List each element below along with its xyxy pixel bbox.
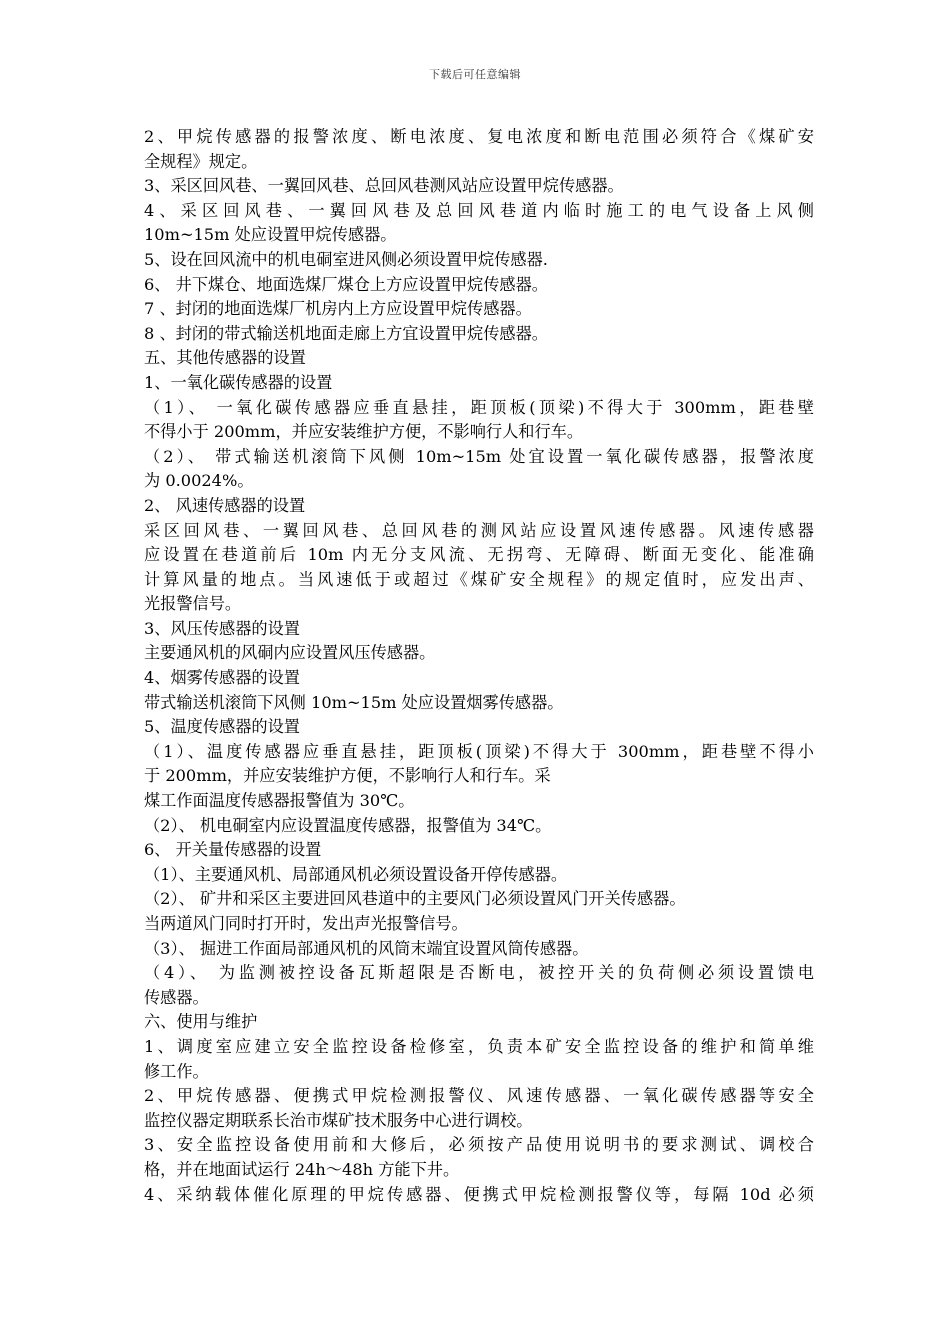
text-line: 4、采区回风巷、一翼回风巷及总回风巷道内临时施工的电气设备上风侧 [144,200,814,220]
text-line: 监控仪器定期联系长治市煤矿技术服务中心进行调校。 [144,1110,533,1130]
text-line: 1、一氧化碳传感器的设置 [144,372,333,392]
text-line: 2、 风速传感器的设置 [144,495,306,515]
text-line: （2）、 矿井和采区主要进回风巷道中的主要风门必须设置风门开关传感器。 [144,889,686,909]
text-line: 2、甲烷传感器、便携式甲烷检测报警仪、风速传感器、一氧化碳传感器等安全 [144,1086,814,1106]
text-line: 1、调度室应建立安全监控设备检修室，负责本矿安全监控设备的维护和简单维 [144,1036,814,1056]
text-line: 3、安全监控设备使用前和大修后，必须按产品使用说明书的要求测试、调校合 [144,1135,814,1155]
text-line: 计算风量的地点。当风速低于或超过《煤矿安全规程》的规定值时，应发出声、 [144,569,814,589]
text-line: （1）、主要通风机、局部通风机必须设置设备开停传感器。 [144,864,568,884]
text-line: 5、温度传感器的设置 [144,717,300,737]
text-line: 于 200mm，并应安装维护方便，不影响行人和行车。采 [144,766,551,786]
text-line: 传感器。 [144,987,209,1007]
text-line: 10m~15m 处应设置甲烷传感器。 [144,225,397,245]
text-line: 6、 开关量传感器的设置 [144,840,322,860]
text-line: 3、风压传感器的设置 [144,618,300,638]
text-line: 带式输送机滚筒下风侧 10m~15m 处应设置烟雾传感器。 [144,692,564,712]
text-line: 修工作。 [144,1061,209,1081]
text-line: （2）、 带式输送机滚筒下风侧 10m~15m 处宜设置一氧化碳传感器，报警浓度 [144,446,814,466]
text-line: （3）、 掘进工作面局部通风机的风筒末端宜设置风筒传感器。 [144,938,589,958]
text-line: 6、 井下煤仓、地面选煤厂煤仓上方应设置甲烷传感器。 [144,274,548,294]
text-line: 8 、封闭的带式输送机地面走廊上方宜设置甲烷传感器。 [144,323,548,343]
text-line: （4）、 为监测被控设备瓦斯超限是否断电，被控开关的负荷侧必须设置馈电 [144,963,814,983]
text-line: 当两道风门同时打开时，发出声光报警信号。 [144,914,468,933]
text-line: 4、烟雾传感器的设置 [144,668,300,688]
text-line: 煤工作面温度传感器报警值为 30℃。 [144,791,415,811]
text-line: 主要通风机的风硐内应设置风压传感器。 [144,643,436,663]
text-line: 应设置在巷道前后 10m 内无分支风流、无拐弯、无障碍、断面无变化、能准确 [144,545,814,565]
text-line: 2、甲烷传感器的报警浓度、断电浓度、复电浓度和断电范围必须符合《煤矿安 [144,127,814,146]
text-line: 六、使用与维护 [144,1012,258,1032]
text-line: 为 0.0024%。 [144,471,254,491]
text-line: 7 、封闭的地面选煤厂机房内上方应设置甲烷传感器。 [144,299,532,319]
body-text [144,125,814,1207]
text-line: （1）、温度传感器应垂直悬挂，距顶板(顶梁)不得大于 300mm，距巷壁不得小 [144,741,814,761]
text-line: 格，并在地面试运行 24h～48h 方能下井。 [144,1159,460,1179]
text-line: 光报警信号。 [144,594,242,614]
text-line: 5、设在回风流中的机电硐室进风侧必须设置甲烷传感器. [144,249,548,269]
text-line: （2）、 机电硐室内应设置温度传感器，报警值为 34℃。 [144,815,552,835]
page-header: 下载后可任意编辑 [429,68,521,81]
text-line: 采区回风巷、一翼回风巷、总回风巷的测风站应设置风速传感器。风速传感器 [144,520,814,540]
text-line: 3、采区回风巷、一翼回风巷、总回风巷测风站应设置甲烷传感器。 [144,176,624,196]
text-line: 五、其他传感器的设置 [144,348,306,368]
text-line: 4、采纳载体催化原理的甲烷传感器、便携式甲烷检测报警仪等，每隔 10d 必须 [144,1184,814,1204]
text-line: （1）、 一氧化碳传感器应垂直悬挂，距顶板(顶梁)不得大于 300mm，距巷壁 [144,397,814,417]
text-line: 不得小于 200mm，并应安装维护方便，不影响行人和行车。 [144,422,584,442]
text-line: 全规程》规定。 [144,151,258,171]
